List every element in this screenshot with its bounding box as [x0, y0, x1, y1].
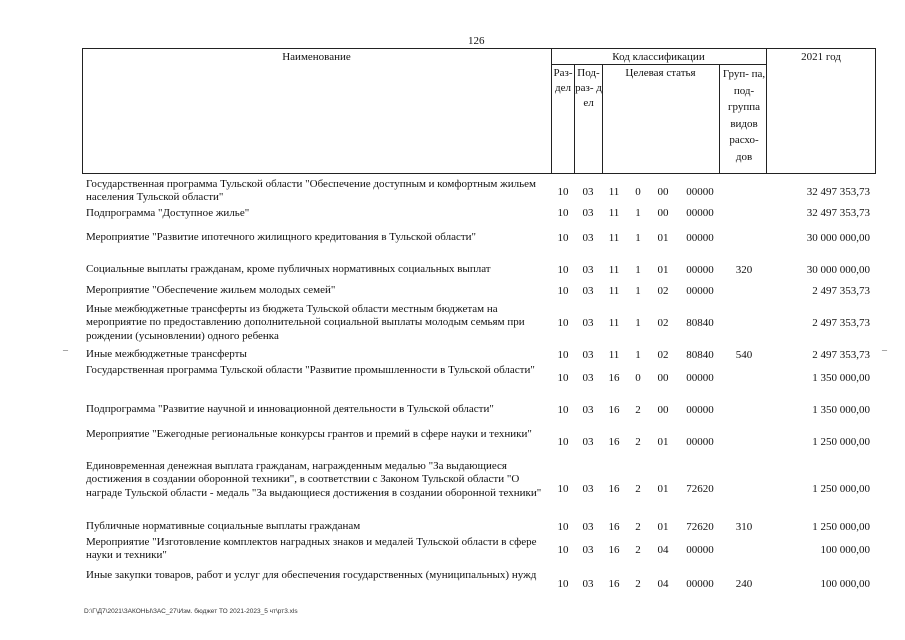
row-amount: 32 497 353,73	[806, 207, 870, 219]
row-code-c1: 16	[608, 578, 620, 590]
row-code-c2: 1	[635, 232, 641, 244]
row-code-c1: 16	[608, 436, 620, 448]
row-name: Подпрограмма "Доступное жилье"	[86, 207, 250, 219]
row-code-c2: 2	[635, 483, 641, 495]
row-code-c3: 00	[657, 207, 669, 219]
row-code-pr: 03	[582, 232, 594, 244]
header-year: 2021 год	[801, 51, 841, 63]
row-code-c2: 1	[635, 317, 641, 329]
row-code-c1: 16	[608, 483, 620, 495]
row-name: Подпрограмма "Развитие научной и инновационной деятельности в Тульской области"	[86, 403, 494, 415]
row-code-c4: 00000	[686, 232, 714, 244]
row-code-c4: 00000	[686, 372, 714, 384]
row-code-rz: 10	[557, 521, 569, 533]
row-amount: 30 000 000,00	[806, 264, 870, 276]
row-code-c3: 01	[657, 264, 669, 276]
row-code-pr: 03	[582, 207, 594, 219]
row-code-rz: 10	[557, 232, 569, 244]
row-code-c3: 00	[657, 372, 669, 384]
row-code-rz: 10	[557, 207, 569, 219]
row-name: Иные межбюджетные трансферты из бюджета Тульской области местным бюджетам на мероприятие по предоставлению дополнительной социальной выплаты молодым семьям при рождении (усыновлении) одного ребенка	[86, 303, 525, 342]
row-code-rz: 10	[557, 404, 569, 416]
row-code-c3: 00	[657, 186, 669, 198]
header-celevaya: Целевая статья	[625, 67, 696, 79]
row-code-c2: 2	[635, 436, 641, 448]
row-code-c3: 02	[657, 285, 669, 297]
row-code-c4: 00000	[686, 264, 714, 276]
row-code-pr: 03	[582, 285, 594, 297]
row-code-c1: 11	[608, 186, 620, 198]
row-amount: 1 250 000,00	[812, 436, 870, 448]
row-amount: 1 250 000,00	[812, 521, 870, 533]
row-code-c1: 11	[608, 349, 620, 361]
row-code-c1: 16	[608, 372, 620, 384]
row-code-pr: 03	[582, 544, 594, 556]
row-code-c4: 00000	[686, 544, 714, 556]
row-amount: 1 250 000,00	[812, 483, 870, 495]
row-code-pr: 03	[582, 317, 594, 329]
row-amount: 2 497 353,73	[812, 317, 870, 329]
row-code-pr: 03	[582, 521, 594, 533]
header-podrazdel: Под- раз- дел	[575, 67, 602, 109]
row-code-c2: 2	[635, 544, 641, 556]
row-name: Мероприятие "Развитие ипотечного жилищного кредитования в Тульской области"	[86, 231, 477, 243]
row-code-c4: 00000	[686, 578, 714, 590]
row-name: Иные закупки товаров, работ и услуг для обеспечения государственных (муниципальных) нужд	[86, 569, 537, 581]
file-path-footer: D:\Г\Д7\2021\ЗАКОНЫ\ЗАС_27\Изм. бюджет ТО 2021-2023_5 чт\рт3.xls	[84, 608, 298, 615]
row-name: Мероприятие "Изготовление комплектов наградных знаков и медалей Тульской области в сфере науки и техники"	[86, 536, 537, 562]
row-code-c3: 04	[657, 544, 669, 556]
row-amount: 1 350 000,00	[812, 404, 870, 416]
row-name: Государственная программа Тульской области "Обеспечение доступным и комфортным жильем населения Тульской области"	[86, 178, 536, 204]
row-code-c1: 11	[608, 232, 620, 244]
row-code-c3: 04	[657, 578, 669, 590]
row-code-rz: 10	[557, 436, 569, 448]
row-code-pr: 03	[582, 483, 594, 495]
row-name: Иные межбюджетные трансферты	[86, 348, 247, 360]
row-name: Государственная программа Тульской области "Развитие промышленности в Тульской области"	[86, 364, 535, 376]
row-code-rz: 10	[557, 317, 569, 329]
row-amount: 2 497 353,73	[812, 349, 870, 361]
row-code-pr: 03	[582, 578, 594, 590]
row-name: Мероприятие "Обеспечение жильем молодых семей"	[86, 284, 336, 296]
row-code-c2: 0	[635, 186, 641, 198]
margin-mark: –	[63, 345, 68, 356]
row-code-c4: 72620	[686, 521, 714, 533]
row-code-vr: 540	[735, 349, 753, 361]
page-number: 126	[468, 35, 485, 47]
row-code-c2: 0	[635, 372, 641, 384]
row-name: Публичные нормативные социальные выплаты гражданам	[86, 520, 361, 532]
row-code-c2: 2	[635, 404, 641, 416]
row-code-rz: 10	[557, 186, 569, 198]
row-code-c2: 2	[635, 578, 641, 590]
row-code-c3: 01	[657, 483, 669, 495]
row-code-rz: 10	[557, 264, 569, 276]
row-code-c1: 16	[608, 521, 620, 533]
row-code-c1: 16	[608, 544, 620, 556]
row-code-c4: 00000	[686, 404, 714, 416]
row-code-c3: 01	[657, 232, 669, 244]
row-code-c4: 00000	[686, 285, 714, 297]
row-code-c2: 2	[635, 521, 641, 533]
row-code-c4: 80840	[686, 349, 714, 361]
row-code-c4: 80840	[686, 317, 714, 329]
header-gruppa: Груп- па, под- группа видов расхо- дов	[722, 68, 766, 163]
row-code-c1: 11	[608, 264, 620, 276]
header-name: Наименование	[282, 51, 351, 63]
row-code-c3: 02	[657, 349, 669, 361]
row-code-vr: 240	[735, 578, 753, 590]
row-code-c1: 11	[608, 317, 620, 329]
row-amount: 30 000 000,00	[806, 232, 870, 244]
row-code-c4: 72620	[686, 483, 714, 495]
row-code-c2: 1	[635, 207, 641, 219]
row-amount: 2 497 353,73	[812, 285, 870, 297]
row-code-rz: 10	[557, 483, 569, 495]
margin-mark: –	[882, 345, 887, 356]
row-code-vr: 320	[735, 264, 753, 276]
row-amount: 32 497 353,73	[806, 186, 870, 198]
header-razdel: Раз- дел	[553, 67, 573, 94]
row-code-c1: 16	[608, 404, 620, 416]
row-code-c1: 11	[608, 285, 620, 297]
row-code-c4: 00000	[686, 436, 714, 448]
row-name: Единовременная денежная выплата гражданам, награжденным медалью "За выдающиеся достижения в создании оборонной техники", в соответствии с Законом Тульской области "О награде Тульской области - медаль "За выдающиеся достижения в создании оборонной техники"	[86, 460, 542, 499]
row-code-vr: 310	[735, 521, 753, 533]
row-code-c2: 1	[635, 264, 641, 276]
row-code-c3: 01	[657, 436, 669, 448]
row-code-pr: 03	[582, 349, 594, 361]
row-code-c3: 00	[657, 404, 669, 416]
row-code-rz: 10	[557, 372, 569, 384]
row-code-c2: 1	[635, 285, 641, 297]
row-amount: 100 000,00	[820, 544, 870, 556]
row-name: Социальные выплаты гражданам, кроме публичных нормативных социальных выплат	[86, 263, 491, 275]
row-code-c4: 00000	[686, 186, 714, 198]
row-code-pr: 03	[582, 186, 594, 198]
row-code-pr: 03	[582, 264, 594, 276]
row-amount: 100 000,00	[820, 578, 870, 590]
row-code-pr: 03	[582, 404, 594, 416]
row-code-rz: 10	[557, 578, 569, 590]
row-code-pr: 03	[582, 372, 594, 384]
row-amount: 1 350 000,00	[812, 372, 870, 384]
row-code-pr: 03	[582, 436, 594, 448]
row-code-rz: 10	[557, 285, 569, 297]
header-code: Код классификации	[612, 51, 705, 63]
row-name: Мероприятие "Ежегодные региональные конкурсы грантов и премий в сфере науки и техники"	[86, 428, 532, 440]
row-code-c3: 02	[657, 317, 669, 329]
row-code-c1: 11	[608, 207, 620, 219]
row-code-rz: 10	[557, 544, 569, 556]
row-code-rz: 10	[557, 349, 569, 361]
row-code-c3: 01	[657, 521, 669, 533]
row-code-c2: 1	[635, 349, 641, 361]
row-code-c4: 00000	[686, 207, 714, 219]
